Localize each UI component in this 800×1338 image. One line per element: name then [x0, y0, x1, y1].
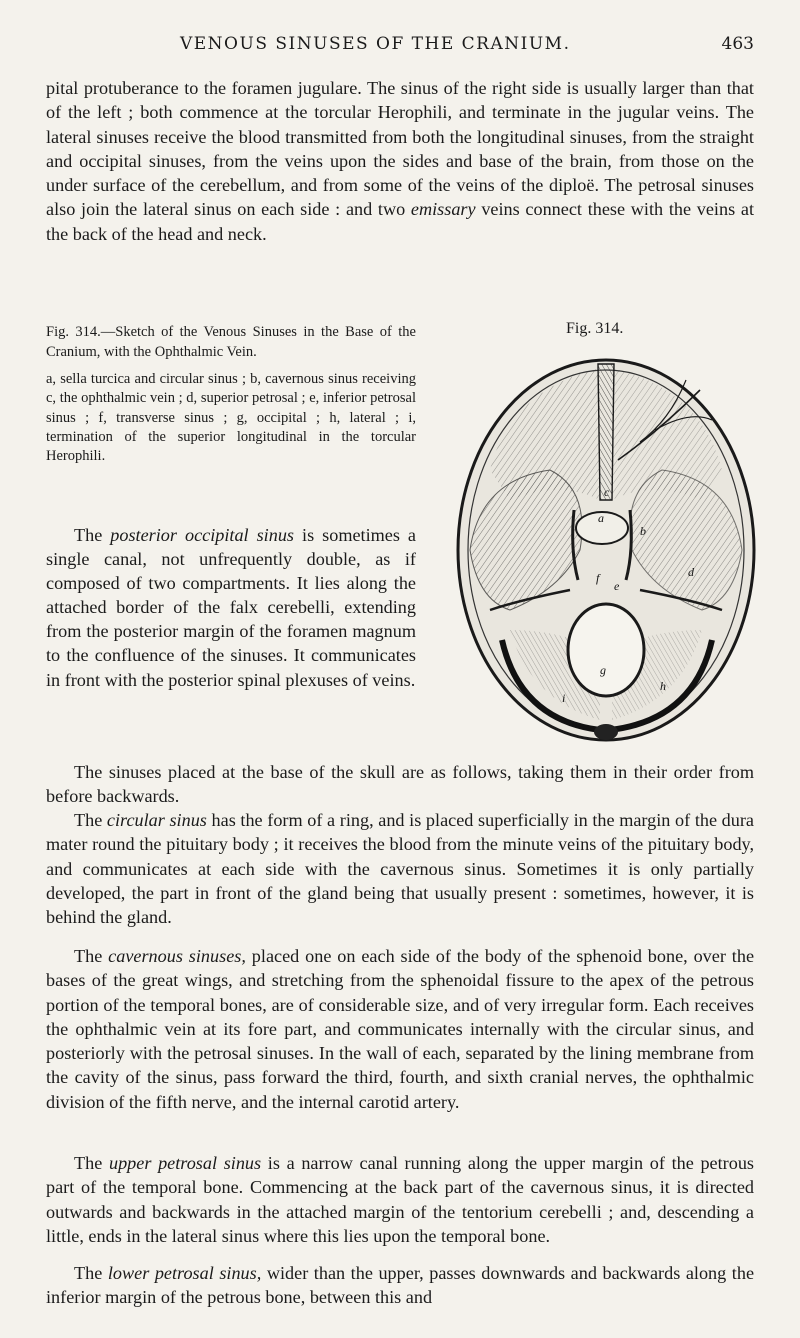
- torcular-herophili: [594, 724, 618, 740]
- figure-letter-i: i: [562, 691, 566, 705]
- running-header: [0, 34, 800, 64]
- upper-start: The: [74, 1153, 103, 1173]
- figure-label: Fig. 314.: [566, 320, 624, 337]
- figure-letter-g: g: [600, 663, 606, 677]
- lower-start: The: [74, 1263, 103, 1283]
- figure-letter-e: e: [614, 579, 620, 593]
- figure-letter-b: b: [640, 524, 646, 538]
- longitudinal-sinus: [598, 364, 614, 500]
- intro-text-end: veins connect these with the veins at the back of the head and neck.: [46, 199, 754, 244]
- lower-emphasis: lower petrosal sinus,: [107, 1263, 262, 1283]
- lower-rest: wider than the upper, passes downwards and backwards along the inferior margin of the petrous bone, between this and: [46, 1263, 755, 1308]
- cavernous-emphasis: cavernous sinuses,: [108, 946, 246, 966]
- posterior-emphasis: posterior occipital sinus: [110, 525, 295, 545]
- intro-text: pital protuberance to the foramen jugulare. The sinus of the right side is usually larger than that of the left ; both commence at the torcular Herophili, and terminate in the jugular veins. The lateral sinuses receive the blood transmitted from both the longitudinal sinuses, from the straight and occipital sinuses, from the veins upon the sides and base of the brain, from those on the under surface of the cerebellum, and from some of the veins of the diploë. The petrosal sinuses also join the lateral sinus on each side : and two: [46, 78, 754, 220]
- paragraph-upper-petrosal: [46, 1151, 754, 1248]
- circular-start: The: [74, 810, 103, 830]
- upper-emphasis: upper petrosal sinus: [108, 1153, 262, 1173]
- posterior-start: The: [74, 525, 103, 545]
- running-title: VENOUS SINUSES OF THE CRANIUM.: [180, 34, 571, 54]
- figure-letter-d: d: [688, 565, 694, 579]
- figure-letter-h: h: [660, 679, 666, 693]
- paragraph-posterior-occipital: [46, 523, 416, 692]
- paragraph-lower-petrosal: [46, 1261, 754, 1310]
- paragraph-cavernous-sinuses: [46, 944, 754, 1114]
- upper-rest: is a narrow canal running along the upper margin of the petrous part of the temporal bone. Commencing at the back part of the cavernous sinus, it is directed outwards and backwards in the attached margin of the tentorium cerebelli ; and, descending a little, ends in the lateral sinus where this lies upon the temporal bone.: [46, 1153, 755, 1246]
- skull-base-illustration: [450, 350, 762, 750]
- caption-title: Fig. 314.—Sketch of the Venous Sinuses in the Base of the Cranium, with the Ophthalmic Vein.: [46, 324, 416, 360]
- paragraph-circular-sinus: [46, 808, 754, 929]
- caption-body: a, sella turcica and circular sinus ; b, cavernous sinus receiving c, the ophthalmic vein ; d, superior petrosal ; e, inferior petrosal sinus ; f, transverse sinus ; g, occipital ; h, lateral ; i, termination of the superior longitudinal in the torcular Herophili.: [46, 371, 416, 465]
- figure-letter-f: f: [596, 571, 600, 585]
- skull-base-figure: [450, 350, 762, 750]
- figure-caption: [46, 322, 416, 466]
- figure-letter-a: a: [598, 511, 604, 525]
- paragraph-sinuses-base: The sinuses placed at the base of the skull are as follows, taking them in their order from before backwards.: [46, 762, 754, 807]
- page-number: 463: [721, 34, 754, 54]
- cavernous-start: The: [74, 946, 103, 966]
- figure-letter-c: c: [604, 485, 610, 499]
- circular-emphasis: circular sinus: [106, 810, 207, 830]
- foramen-magnum: [568, 604, 644, 696]
- cavernous-rest: placed one on each side of the body of the sphenoid bone, over the bases of the great wings, and stretching from the sphenoidal fissure to the apex of the petrous portion of the temporal bones, are of considerable size, and of very irregular form. Each receives the ophthalmic vein at its fore part, and communicates internally with the circular sinus, and posteriorly with the petrosal sinuses. In the wall of each, separated by the lining membrane from the cavity of the sinus, pass forward the third, fourth, and sixth cranial nerves, the ophthalmic division of the fifth nerve, and the internal carotid artery.: [46, 946, 755, 1112]
- intro-emphasis: emissary: [410, 199, 476, 220]
- circular-rest: has the form of a ring, and is placed superficially in the margin of the dura mater round the pituitary body ; it receives the blood from the minute veins of the pituitary body, and communicates at each side with the cavernous sinus. Sometimes it is only partially developed, the part in front of the gland being that usually present : sometimes, however, it is behind the gland.: [46, 810, 755, 928]
- paragraph-intro: [46, 76, 754, 246]
- posterior-rest: is sometimes a single canal, not unfrequently double, as if composed of two compartments. It lies along the attached border of the falx cerebelli, extending from the posterior margin of the foramen magnum to the confluence of the sinuses. It communicates in front with the posterior spinal plexuses of veins.: [46, 525, 417, 690]
